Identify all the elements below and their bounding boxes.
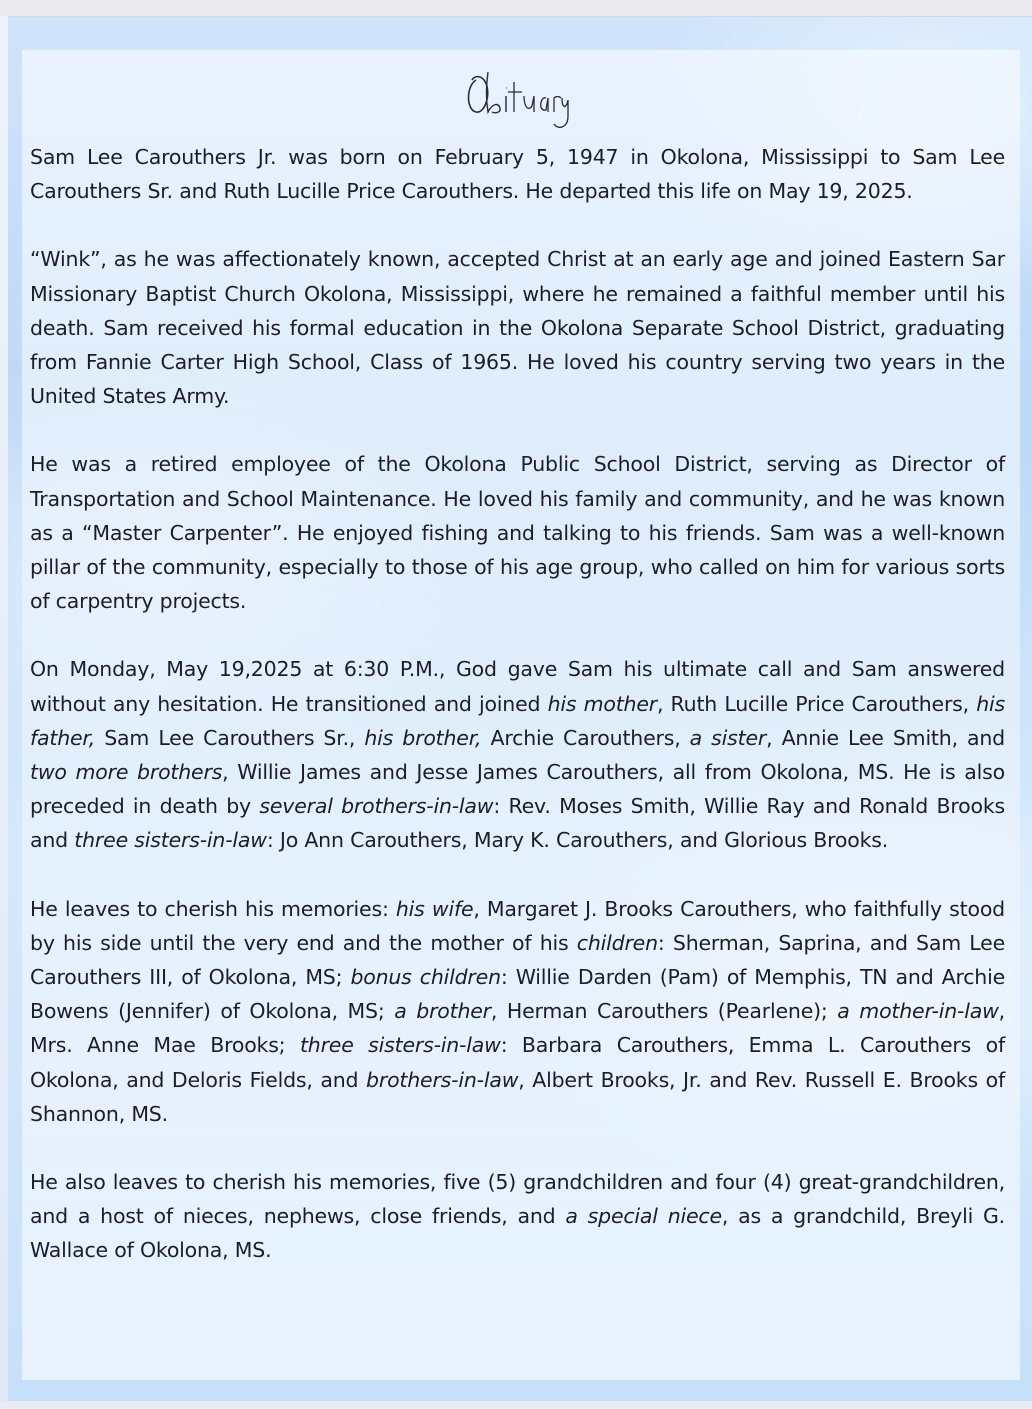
text-run: , Willie James and Jesse James Carouthers, all from Okolona, MS. He is also preceded in death by (30, 760, 1005, 819)
text-run: , Annie Lee Smith, and (766, 725, 1005, 750)
italic-phrase: brothers-in-law (366, 1067, 519, 1092)
obituary-paragraph-3 (30, 447, 1005, 618)
text-run: , Albert Brooks, Jr. and Rev. Russell E. Brooks of Shannon, MS. (30, 1067, 1005, 1126)
text-run: , Mrs. Anne Mae Brooks; (30, 999, 1005, 1058)
italic-phrase: a mother-in-law (837, 999, 999, 1024)
obituary-paragraph-1 (30, 140, 1005, 208)
text-run: He also leaves to cherish his memories, five (5) grandchildren and four (4) great-grandchildren, and a host of nieces, nephews, close friends, and (30, 1170, 1005, 1229)
text-run: , Margaret J. Brooks Carouthers, who faithfully stood by his side until the very end and the mother of his (30, 896, 1005, 955)
top-edge-strip (0, 0, 1032, 17)
left-edge-strip (0, 16, 8, 1409)
text-run: , Herman Carouthers (Pearlene); (490, 999, 838, 1024)
text-run: : Sherman, Saprina, and Sam Lee Carouthers III, of Okolona, MS; (30, 930, 1005, 990)
text-run: “Wink”, as he was affectionately known, accepted Christ at an early age and joined Eastern Sar Missionary Baptist Church Okolona, Mississippi, where he remained a faithful member until his death. Sam received his formal education in the Okolona Separate School District, graduating from Fannie Carter High School, Class of 1965. He loved his country serving two years in the United States Army. (30, 247, 1005, 409)
italic-phrase: two more brothers (30, 760, 223, 785)
italic-phrase: his father, (30, 691, 1006, 750)
text-run: On Monday, May 19,2025 at 6:30 P.M., God gave Sam his ultimate call and Sam answered without any hesitation. He transitioned and joined (30, 657, 1005, 716)
text-run: Sam Lee Carouthers Jr. was born on February 5, 1947 in Okolona, Mississippi to Sam Lee Carouthers Sr. and Ruth Lucille Price Carouthers. He departed this life on May 19, 2025. (30, 145, 1005, 204)
obituary-paragraph-6 (30, 1165, 1005, 1268)
text-run: Archie Carouthers, (481, 725, 690, 750)
italic-phrase: a sister (689, 725, 767, 750)
italic-phrase: his mother (547, 691, 657, 716)
obituary-paragraph-2 (30, 242, 1005, 413)
text-run: : Jo Ann Carouthers, Mary K. Carouthers, and Glorious Brooks. (266, 828, 889, 853)
italic-phrase: three sisters-in-law (74, 828, 267, 853)
italic-phrase: his wife (395, 896, 474, 921)
text-run: , as a grandchild, Breyli G. Wallace of Okolona, MS. (30, 1204, 1006, 1263)
text-run: He was a retired employee of the Okolona Public School District, serving as Director of Transportation and School Maintenance. He loved his family and community, and he was known as a “Master Carpenter”. He enjoyed fishing and talking to his friends. Sam was a well-known pillar of the community, especially to those of his age group, who called on him for various sorts of carpentry projects. (30, 452, 1005, 614)
italic-phrase: bonus children (350, 965, 501, 990)
text-run: : Barbara Carouthers, Emma L. Carouthers of Okolona, and Deloris Fields, and (30, 1033, 1005, 1092)
script-flourish-icon (462, 66, 572, 132)
text-run: , Ruth Lucille Price Carouthers, (656, 691, 977, 716)
bottom-edge-strip (0, 1401, 1032, 1409)
obituary-paragraph-4 (30, 652, 1005, 857)
italic-phrase: several brothers-in-law (259, 794, 494, 819)
obituary-title-script (0, 62, 1032, 128)
obituary-paragraph-5 (30, 892, 1005, 1131)
text-run: Sam Lee Carouthers Sr., (95, 725, 365, 750)
italic-phrase: three sisters-in-law (299, 1033, 501, 1058)
italic-phrase: children (576, 930, 658, 955)
italic-phrase: a brother (394, 999, 491, 1024)
text-run: : Willie Darden (Pam) of Memphis, TN and Archie Bowens (Jennifer) of Okolona, MS; (30, 965, 1005, 1024)
text-run: : Rev. Moses Smith, Willie Ray and Ronald Brooks and (30, 794, 1005, 853)
text-run: He leaves to cherish his memories: (30, 896, 396, 921)
italic-phrase: a special niece (565, 1204, 722, 1229)
italic-phrase: his brother, (364, 725, 482, 750)
obituary-body (30, 140, 1005, 1302)
